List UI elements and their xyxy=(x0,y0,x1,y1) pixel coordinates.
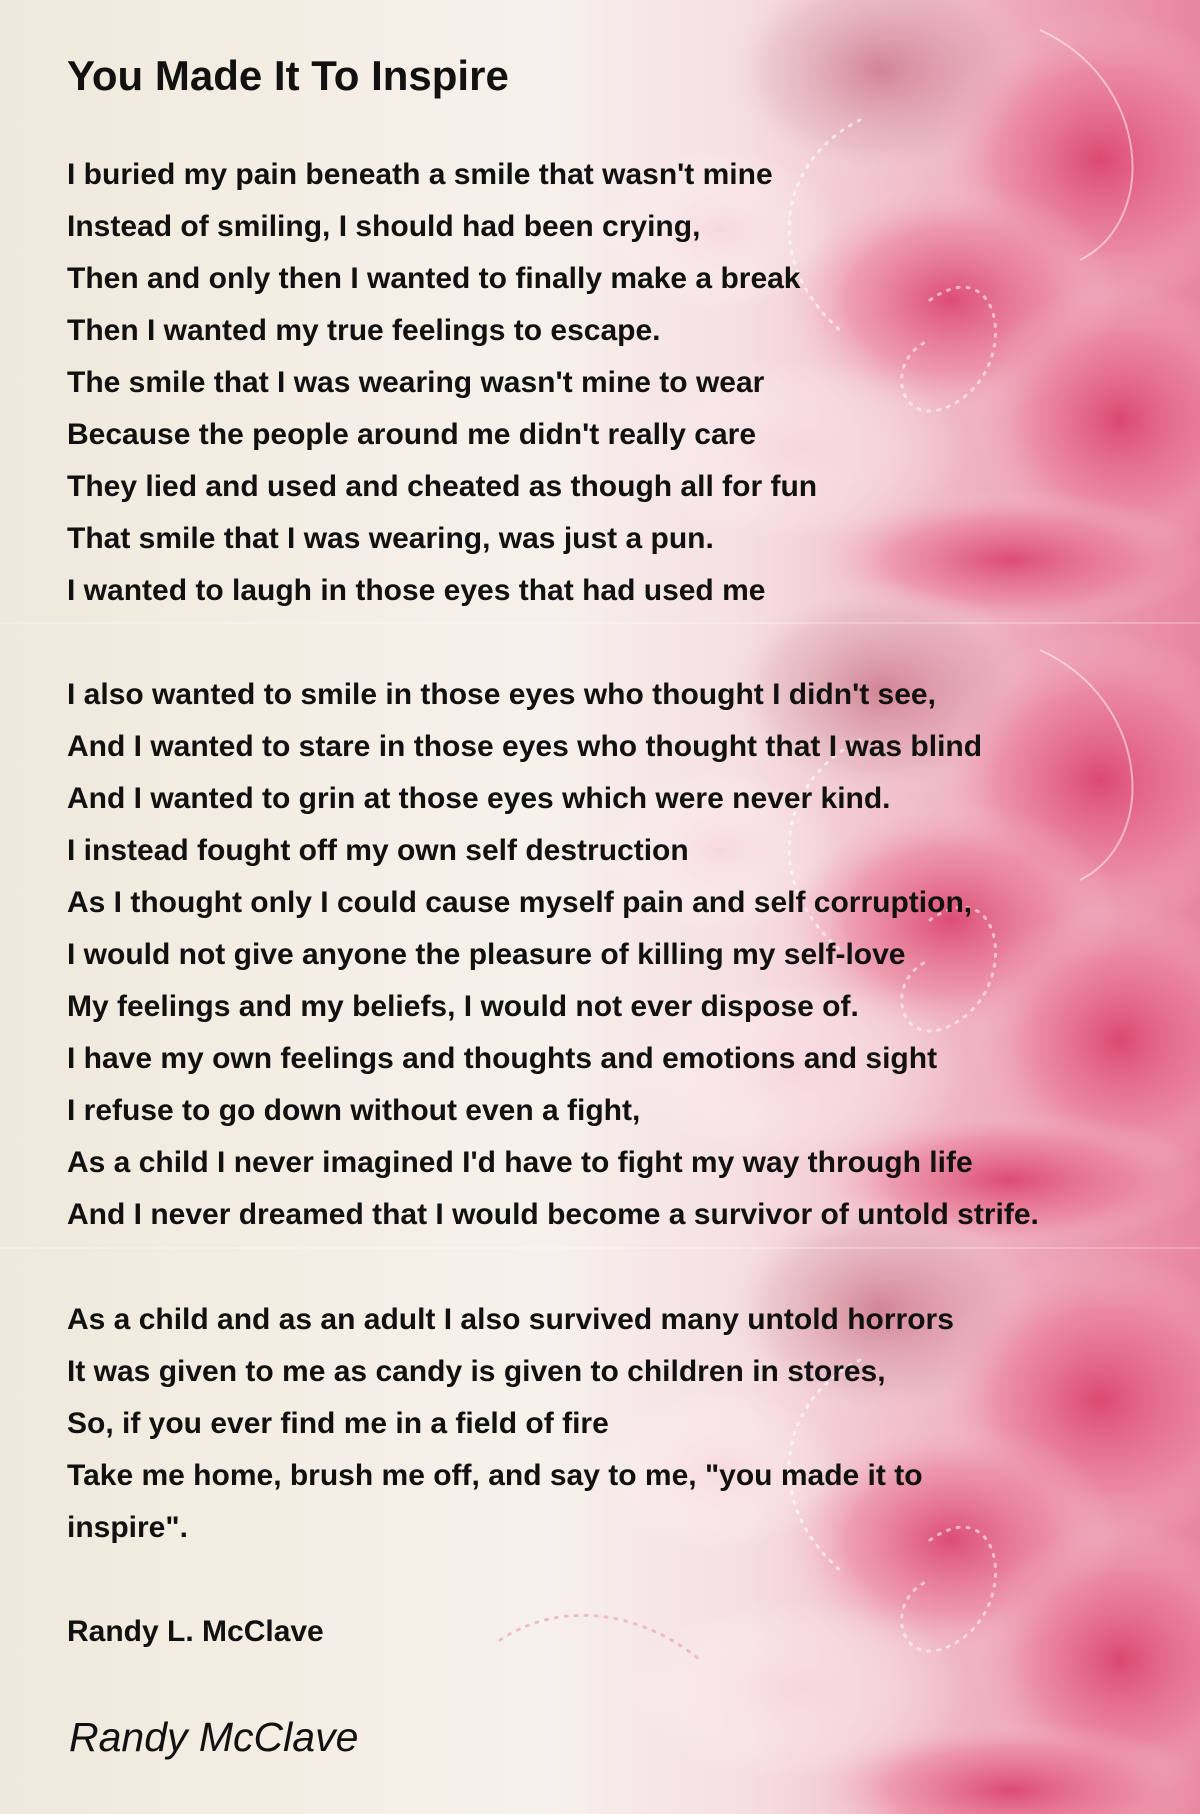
poem-title: You Made It To Inspire xyxy=(67,52,509,99)
poem-line: So, if you ever find me in a field of fire xyxy=(67,1407,609,1440)
poem-line: That smile that I was wearing, was just a pun. xyxy=(67,522,714,555)
poem-line: As a child I never imagined I'd have to fight my way through life xyxy=(67,1146,973,1179)
poem-line: Then I wanted my true feelings to escape. xyxy=(67,314,661,347)
poem-line: They lied and used and cheated as though all for fun xyxy=(67,470,818,503)
poem-line: I instead fought off my own self destruction xyxy=(67,834,689,867)
poem-line: I refuse to go down without even a fight, xyxy=(67,1094,641,1127)
poem-line: The smile that I was wearing wasn't mine to wear xyxy=(67,366,765,399)
stanza-2 xyxy=(67,669,1039,1241)
poem-line: My feelings and my beliefs, I would not ever dispose of. xyxy=(67,990,859,1023)
poem-line: Take me home, brush me off, and say to me, "you made it to xyxy=(67,1459,923,1492)
stanza-1 xyxy=(67,149,817,617)
poem-line: I buried my pain beneath a smile that wasn't mine xyxy=(67,158,773,191)
poem-author: Randy L. McClave xyxy=(67,1615,324,1648)
poem-line: And I wanted to stare in those eyes who thought that I was blind xyxy=(67,730,983,763)
poem-line: inspire". xyxy=(67,1511,188,1544)
poem-line: I also wanted to smile in those eyes who thought I didn't see, xyxy=(67,678,936,711)
poem-line: As a child and as an adult I also survived many untold horrors xyxy=(67,1303,954,1336)
poem-line: It was given to me as candy is given to children in stores, xyxy=(67,1355,886,1388)
poem-line: And I wanted to grin at those eyes which were never kind. xyxy=(67,782,891,815)
author-signature: Randy McClave xyxy=(69,1714,359,1760)
stanza-3 xyxy=(67,1294,954,1554)
poem-line: I wanted to laugh in those eyes that had used me xyxy=(67,574,766,607)
poem-line: I would not give anyone the pleasure of killing my self-love xyxy=(67,938,906,971)
poem-line: Then and only then I wanted to finally make a break xyxy=(67,262,801,295)
poem-line: As I thought only I could cause myself pain and self corruption, xyxy=(67,886,973,919)
poem-line: Instead of smiling, I should had been crying, xyxy=(67,210,701,243)
poem-line: Because the people around me didn't really care xyxy=(67,418,757,451)
poem-line: And I never dreamed that I would become a survivor of untold strife. xyxy=(67,1198,1039,1231)
poem-line: I have my own feelings and thoughts and emotions and sight xyxy=(67,1042,938,1075)
